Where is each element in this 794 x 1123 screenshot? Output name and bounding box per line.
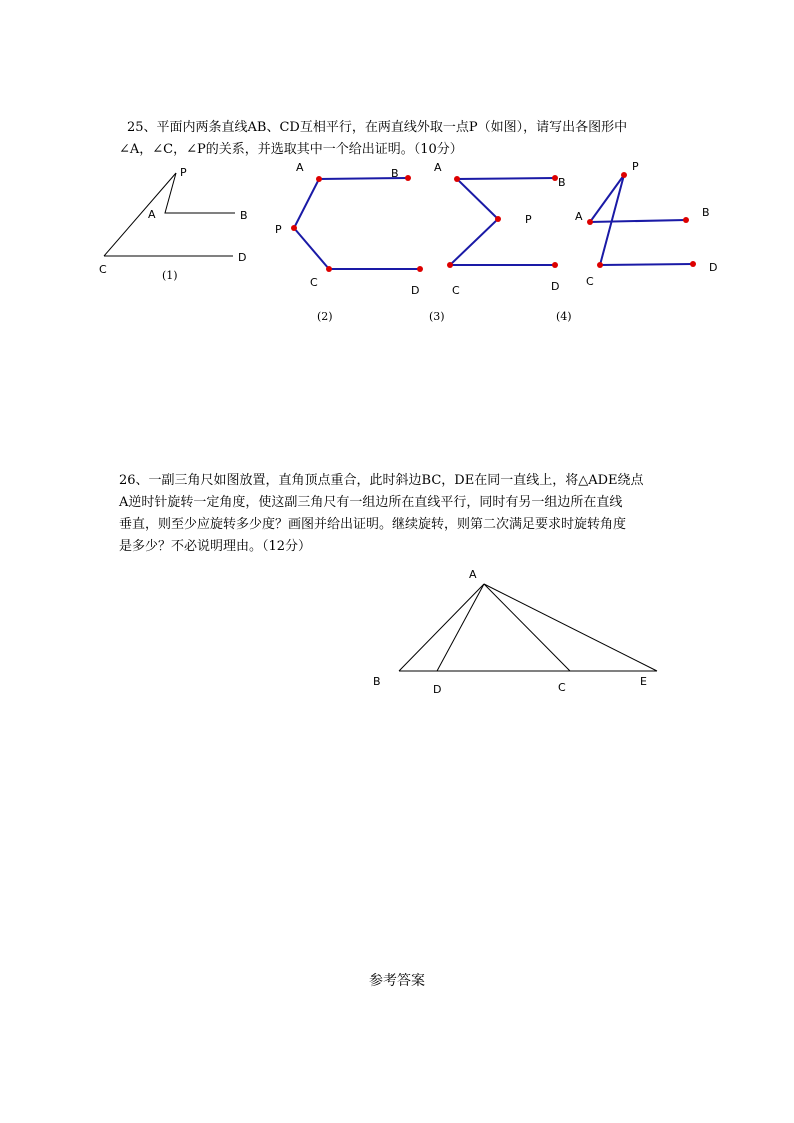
question-25-line-2: ∠A，∠C，∠P的关系，并选取其中一个给出证明。（10分） [119,142,463,157]
fig3-point-a [454,176,460,182]
triangle-line-ae [484,584,657,671]
fig3-label-b: B [558,176,566,189]
fig1-label-c: C [99,263,107,276]
figure-3 [429,161,566,323]
question-26-line-4: 是多少？不必说明理由。（12分） [119,539,312,554]
fig4-label-a: A [575,210,583,223]
figure-1 [99,166,248,282]
fig2-label-c: C [310,276,318,289]
fig3-point-d [552,262,558,268]
fig4-point-b [683,217,689,223]
fig4-line-pc [600,175,624,265]
fig3-point-c [447,262,453,268]
fig4-point-a [587,219,593,225]
fig4-line-cd [600,264,693,265]
fig2-point-p [291,225,297,231]
fig4-label-c: C [586,275,594,288]
fig2-point-c [326,266,332,272]
fig1-label-a: A [148,208,156,221]
fig2-polyline [294,178,420,269]
fig2-label-a: A [296,161,304,174]
fig3-point-p [495,216,501,222]
fig3-label-c: C [452,284,460,297]
figure-2 [275,161,423,323]
question-26-line-3: 垂直，则至少应旋转多少度？画图并给出证明。继续旋转，则第二次满足要求时旋转角度 [119,517,627,532]
triangle-line-ad [437,584,484,671]
question-26-line-2: A逆时针旋转一定角度，使这副三角尺有一组边所在直线平行，同时有另一组边所在直线 [119,495,623,510]
question-25-line-1: 25、平面内两条直线AB、CD互相平行，在两直线外取一点P（如图），请写出各图形中 [127,120,628,135]
fig4-line-ab [590,220,686,222]
fig2-point-d [417,266,423,272]
fig4-label-p: P [632,160,639,173]
fig2-label-b: B [391,167,399,180]
fig1-caption: (1) [162,269,178,282]
triangle-label-e: E [640,675,647,688]
triangle-label-a: A [469,568,477,581]
fig3-caption: (3) [429,310,445,323]
fig4-label-b: B [702,206,710,219]
fig4-point-d [690,261,696,267]
triangle-label-b: B [373,675,381,688]
fig2-label-p: P [275,223,282,236]
fig4-label-d: D [709,261,718,274]
fig2-point-a [316,176,322,182]
fig3-label-p: P [525,213,532,226]
fig3-polyline [450,178,555,265]
triangle-line-ab [399,584,484,671]
fig4-point-c [597,262,603,268]
fig2-caption: (2) [317,310,333,323]
fig3-label-d: D [551,280,560,293]
triangle-figure [373,568,657,696]
triangle-label-d: D [433,683,442,696]
figure-4 [556,160,717,323]
fig4-caption: (4) [556,310,572,323]
fig1-line-pab [165,173,235,213]
fig1-label-d: D [238,251,247,264]
triangle-label-c: C [558,681,566,694]
triangle-line-ac [484,584,570,671]
fig1-label-b: B [240,209,248,222]
fig1-line-pc [104,173,176,256]
fig2-label-d: D [411,284,420,297]
fig2-point-b [405,175,411,181]
answer-heading: 参考答案 [369,973,425,989]
fig1-label-p: P [180,166,187,179]
question-26 [119,470,679,558]
question-26-line-1: 26、一副三角尺如图放置，直角顶点重合，此时斜边BC，DE在同一直线上，将△ADE绕点 [119,473,644,488]
fig3-label-a: A [434,161,442,174]
fig4-line-pa [590,175,624,222]
fig4-point-p [621,172,627,178]
